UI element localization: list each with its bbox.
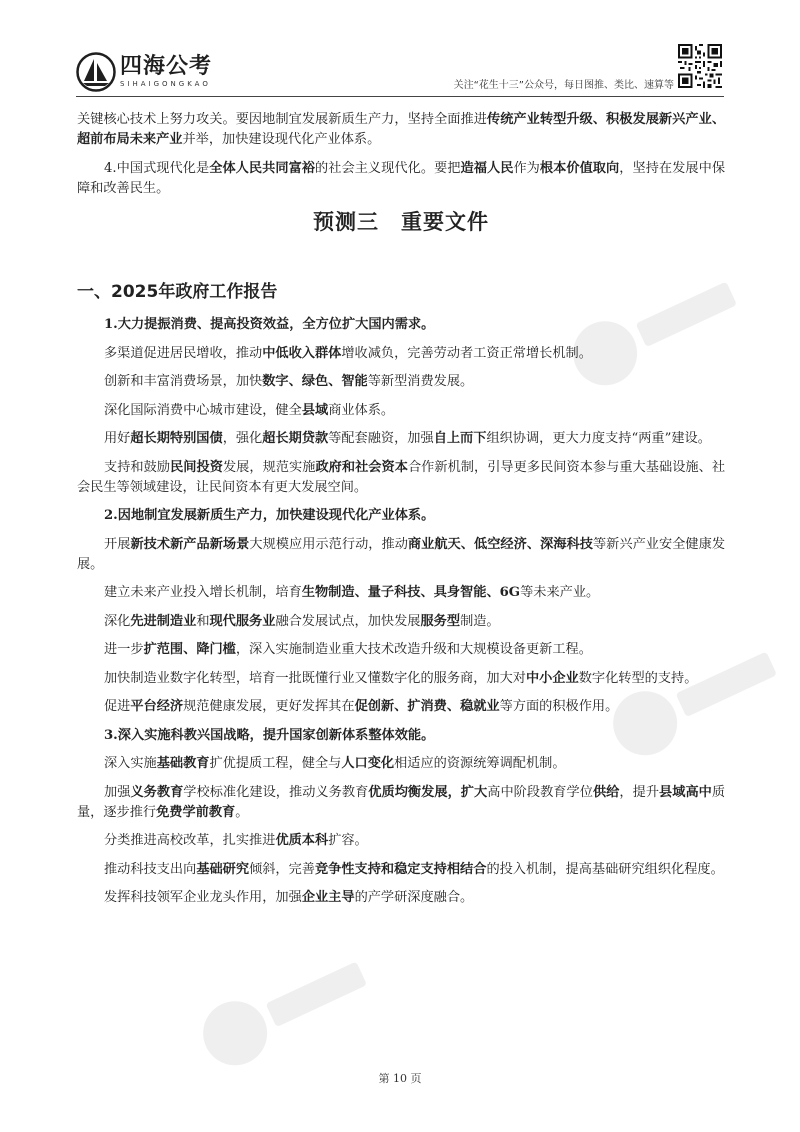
page-number: 第 10 页: [378, 1072, 422, 1085]
page-header: [0, 0, 800, 100]
subheading: 3.深入实施科教兴国战略，提升国家创新体系整体效能。: [104, 727, 435, 743]
qr-code-icon: [678, 44, 722, 88]
page-content: [77, 110, 725, 917]
subheading: 2.因地制宜发展新质生产力，加快建设现代化产业体系。: [104, 508, 435, 523]
brand-logo: [76, 52, 212, 92]
paragraph: 建立未来产业投入增长机制，培育生物制造、量子科技、具身智能、6G等未来产业。: [104, 585, 600, 600]
paragraph: 关键核心技术上努力攻关。要因地制宜发展新质生产力，坚持全面推进传统产业转型升级、积极发展新兴产业、超前布局未来产业并举，加快建设现代化产业体系。: [77, 112, 726, 147]
paragraph: 促进平台经济规范健康发展，更好发挥其在促创新、扩消费、稳就业等方面的积极作用。: [104, 699, 619, 714]
sailboat-logo-icon: [76, 52, 116, 92]
paragraph: 分类推进高校改革，扎实推进优质本科扩容。: [104, 833, 368, 848]
paragraph: 深化先进制造业和现代服务业融合发展试点，加快发展服务型制造。: [104, 613, 500, 629]
paragraph: 深化国际消费中心城市建设，健全县域商业体系。: [104, 402, 395, 418]
section-title: 预测三 重要文件: [313, 210, 489, 234]
paragraph: 深入实施基础教育扩优提质工程，健全与人口变化相适应的资源统筹调配机制。: [104, 756, 566, 771]
paragraph: 加快制造业数字化转型，培育一批既懂行业又懂数字化的服务商，加大对中小企业数字化转型的支持。: [104, 670, 698, 686]
header-divider: [76, 96, 724, 97]
brand-name: 四海公考: [120, 54, 213, 79]
paragraph: 发挥科技领军企业龙头作用，加强企业主导的产学研深度融合。: [104, 890, 474, 905]
heading: 一、2025年政府工作报告: [77, 282, 278, 302]
paragraph: 创新和丰富消费场景，加快数字、绿色、智能等新型消费发展。: [104, 374, 474, 389]
watermark-logo: [190, 950, 380, 1070]
paragraph: 加强义务教育学校标准化建设，推动义务教育优质均衡发展，扩大高中阶段教育学位供给，提升县域高中质量，逐步推行免费学前教育。: [77, 784, 726, 820]
header-note: 关注“花生十三”公众号，每日图推、类比、速算等: [453, 80, 674, 91]
paragraph: 4.中国式现代化是全体人民共同富裕的社会主义现代化。要把造福人民作为根本价值取向，坚持在发展中保障和改善民生。: [77, 160, 726, 196]
paragraph: 推动科技支出向基础研究倾斜，完善竞争性支持和稳定支持相结合的投入机制，提高基础研究组织化程度。: [104, 861, 724, 877]
paragraph: 用好超长期特别国债，强化超长期贷款等配套融资，加强自上而下组织协调，更大力度支持“两重”建设。: [104, 431, 711, 446]
paragraph: 支持和鼓励民间投资发展，规范实施政府和社会资本合作新机制，引导更多民间资本参与重大基础设施、社会民生等领域建设，让民间资本有更大发展空间。: [77, 459, 726, 495]
brand-subtitle: SIHAIGONGKAO: [120, 80, 211, 88]
paragraph: 多渠道促进居民增收，推动中低收入群体增收减负，完善劳动者工资正常增长机制。: [104, 345, 592, 361]
subheading: 1.大力提振消费、提高投资效益，全方位扩大国内需求。: [104, 317, 435, 332]
paragraph: 开展新技术新产品新场景大规模应用示范行动，推动商业航天、低空经济、深海科技等新兴产业安全健康发展。: [77, 536, 726, 572]
paragraph: 进一步扩范围、降门槛，深入实施制造业重大技术改造升级和大规模设备更新工程。: [104, 642, 592, 657]
